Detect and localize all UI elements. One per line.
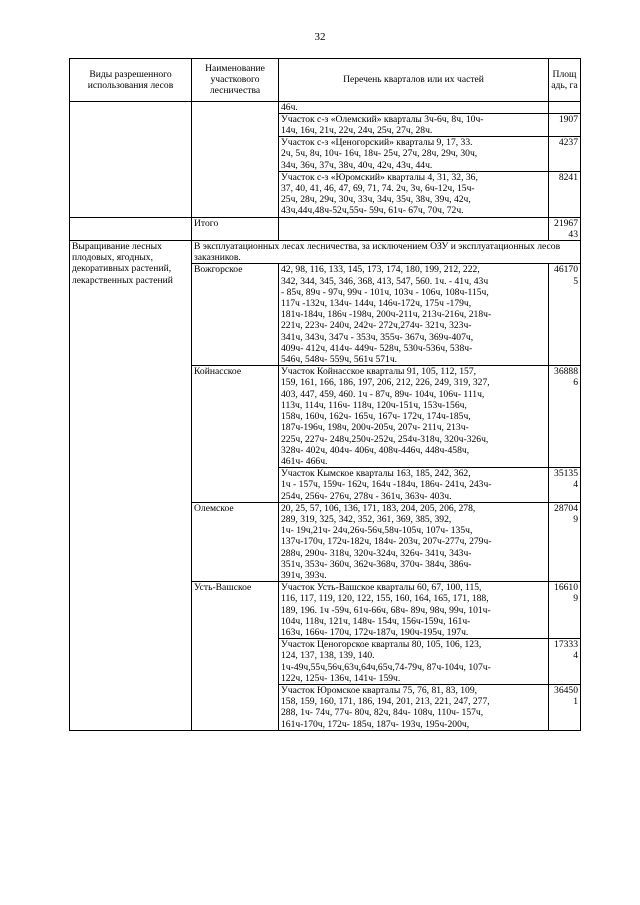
area-cell: 364501 [549,684,581,730]
quarters-cell: Участок с-з «Ценогорский» кварталы 9, 17, 33. 2ч, 5ч, 8ч, 10ч- 16ч, 18ч- 25ч, 27ч, 28ч, 29ч, 30ч, 34ч, 36ч, 37ч, 38ч, 40ч, 42ч, 43ч, 44ч. [279,137,549,172]
area-cell: 461705 [549,264,581,366]
quarters-cell: Участок с-з «Олемский» кварталы 3ч-6ч, 8ч, 10ч- 14ч, 16ч, 21ч, 22ч, 24ч, 25ч, 27ч, 28ч. [279,113,549,136]
use-type-cell-empty [70,101,192,217]
quarters-cell: 42, 98, 116, 133, 145, 173, 174, 180, 199, 212, 222, 342, 344, 345, 346, 368, 413, 547, 560. 1ч. - 41ч, 43ч - 85ч, 89ч - 97ч, 99ч - 101ч, 103ч - 106ч, 108ч-115ч, 117ч -132ч, 134ч- 144ч, 146ч-172ч, 175ч -179ч, 181ч-184ч, 186ч -198ч, 200ч-211ч, 213ч-216ч, 218ч- 221ч, 223ч- 240ч, 242ч- 272ч,274ч- 321ч, 323ч- 341ч, 343ч, 347ч - 353ч, 355ч- 367ч, 369ч-407ч, 409ч- 412ч, 414ч- 449ч- 528ч, 530ч-536ч, 538ч- 546ч, 548ч- 559ч, 561ч 571ч. [279,264,549,366]
quarters-cell: Участок с-з «Юромский» кварталы 4, 31, 32, 36, 37, 40, 41, 46, 47, 69, 71, 74. 2ч, 3ч, 6ч-12ч, 15ч- 25ч, 28ч, 29ч, 30ч, 33ч, 34ч, 35ч, 38ч, 39ч, 42ч, 43ч,44ч,48ч-52ч,55ч- 59ч, 61ч- 67ч, 70ч, 72ч. [279,171,549,217]
area-cell: 1907 [549,113,581,136]
area-cell: 351354 [549,468,581,503]
forestry-cell-empty [192,101,279,217]
forest-use-table [69,58,581,731]
forestry-cell: Олемское [192,502,279,581]
table-row [70,241,581,264]
total-use-type-empty [70,217,192,240]
quarters-cell: Участок Усть-Вашское кварталы 60, 67, 100, 115, 116, 117, 119, 120, 122, 155, 160, 164, 165, 171, 188, 189, 196. 1ч -59ч, 61ч-66ч, 68ч- 89ч, 98ч, 99ч, 101ч- 104ч, 118ч, 121ч, 148ч- 154ч, 156ч-159ч, 161ч- 163ч, 166ч- 170ч, 172ч-187ч, 190ч-195ч, 197ч. [279,582,549,639]
quarters-cell: 46ч. [279,101,549,113]
forestry-cell: Койнасское [192,366,279,502]
header-area: Площадь, га [549,59,581,102]
table-row [70,101,581,113]
area-cell: 173334 [549,639,581,685]
use-type-cell: Выращивание лесных плодовых, ягодных, декоративных растений, лекарственных растений [70,241,192,731]
forestry-cell: Усть-Вашское [192,582,279,731]
total-area: 2196743 [549,217,581,240]
page-number: 32 [314,31,326,43]
area-cell: 287049 [549,502,581,581]
header-row [70,59,581,102]
area-cell: 368886 [549,366,581,468]
area-cell [549,101,581,113]
quarters-cell: Участок Юромское кварталы 75, 76, 81, 83, 109, 158, 159, 160, 171, 186, 194, 201, 213, 221, 247, 277, 288, 1ч- 74ч, 77ч- 80ч, 82ч, 84ч- 108ч, 110ч- 157ч, 161ч-170ч, 172ч- 185ч, 187ч- 193ч, 195ч-200ч, [279,684,549,730]
header-use-type: Виды разрешенного использования лесов [70,59,192,102]
area-cell: 8241 [549,171,581,217]
quarters-cell: 20, 25, 57, 106, 136, 171, 183, 204, 205, 206, 278, 289, 319, 325, 342, 352, 361, 369, 385, 392, 1ч- 19ч,21ч- 24ч,26ч-56ч,58ч-105ч, 107ч- 135ч, 137ч-170ч, 172ч-182ч, 184ч- 203ч, 207ч-277ч, 279ч- 288ч, 290ч- 318ч, 320ч-324ч, 326ч- 341ч, 343ч- 351ч, 353ч- 360ч, 362ч-368ч, 370ч- 384ч, 386ч- 391ч, 393ч. [279,502,549,581]
header-quarters: Перечень кварталов или их частей [279,59,549,102]
intro-cell: В эксплуатационных лесах лесничества, за исключением ОЗУ и эксплуатационных лесов заказников. [192,241,581,264]
header-forestry: Наименование участкового лесничества [192,59,279,102]
quarters-cell: Участок Ценогорское кварталы 80, 105, 106, 123, 124, 137, 138, 139, 140. 1ч-49ч,55ч,56ч,63ч,64ч,65ч,74-79ч, 87ч-104ч, 107ч- 122ч, 125ч- 136ч, 141ч- 159ч. [279,639,549,685]
total-quarters-empty [279,217,549,240]
quarters-cell: Участок Кымское кварталы 163, 185, 242, 362, 1ч - 157ч, 159ч- 162ч, 164ч -184ч, 186ч- 241ч, 243ч- 254ч, 256ч- 276ч, 278ч - 361ч, 363ч- 403ч. [279,468,549,503]
area-cell: 166109 [549,582,581,639]
total-row [70,217,581,240]
quarters-cell: Участок Койнасское кварталы 91, 105, 112, 157, 159, 161, 166, 186, 197, 206, 212, 226, 249, 319, 327, 403, 447, 459, 460. 1ч - 87ч, 89ч- 104ч, 106ч- 111ч, 113ч, 114ч, 116ч- 118ч, 120ч-151ч, 153ч-156ч, 158ч, 160ч, 162ч- 165ч, 167ч- 172ч, 174ч-185ч, 187ч-196ч, 198ч, 200ч-205ч, 207ч- 211ч, 213ч- 225ч, 227ч- 248ч,250ч-252ч, 254ч-318ч, 320ч-326ч, 328ч- 402ч, 404ч- 406ч, 408ч-446ч, 448ч-458ч, 461ч- 466ч. [279,366,549,468]
total-label: Итого [192,217,279,240]
area-cell: 4237 [549,137,581,172]
forestry-cell: Вожгорское [192,264,279,366]
